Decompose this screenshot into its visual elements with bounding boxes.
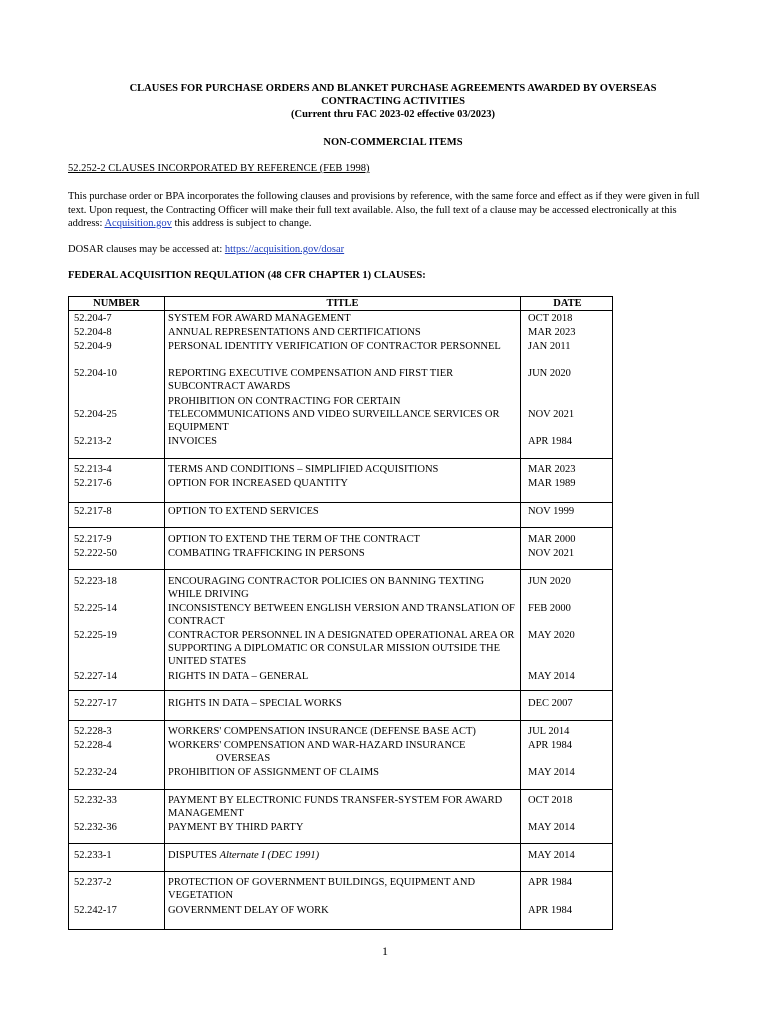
clause-date: JUN 2020 <box>528 368 571 379</box>
clause-title: ENCOURAGING CONTRACTOR POLICIES ON BANNING TEXTING WHILE DRIVING <box>168 576 485 600</box>
clause-number: 52.217-8 <box>74 506 112 517</box>
clause-number: 52.217-6 <box>74 478 112 489</box>
document-title <box>68 82 718 121</box>
dosar-prefix: DOSAR clauses may be accessed at: <box>68 244 225 255</box>
title-line-1: CLAUSES FOR PURCHASE ORDERS AND BLANKET PURCHASE AGREEMENTS AWARDED BY OVERSEAS <box>129 83 657 94</box>
clause-title: PROTECTION OF GOVERNMENT BUILDINGS, EQUIPMENT AND VEGETATION <box>168 877 476 901</box>
clause-title-line-2: OVERSEAS <box>216 753 271 764</box>
clause-title: COMBATING TRAFFICKING IN PERSONS <box>168 548 365 559</box>
clause-number: 52.232-33 <box>74 795 117 806</box>
clause-number: 52.228-3 <box>74 726 112 737</box>
clause-number: 52.222-50 <box>74 548 117 559</box>
column-divider <box>520 297 521 929</box>
column-divider <box>164 297 165 929</box>
clause-date: MAY 2014 <box>528 822 575 833</box>
clause-date: JUL 2014 <box>528 726 570 737</box>
clause-title: PROHIBITION OF ASSIGNMENT OF CLAIMS <box>168 767 379 778</box>
clause-title: INVOICES <box>168 436 217 447</box>
clause-title: REPORTING EXECUTIVE COMPENSATION AND FIRST TIER SUBCONTRACT AWARDS <box>168 368 454 392</box>
clause-date: MAR 2023 <box>528 327 576 338</box>
clause-alternate-text: Alternate I (DEC 1991) <box>219 850 320 861</box>
header-date: DATE <box>553 298 582 309</box>
clause-date: MAY 2020 <box>528 630 575 641</box>
clause-number: 52.225-14 <box>74 603 117 614</box>
clause-title: OPTION TO EXTEND THE TERM OF THE CONTRACT <box>168 534 420 545</box>
clause-title-line-1: WORKERS' COMPENSATION AND WAR-HAZARD INSURANCE <box>168 740 466 751</box>
clause-number: 52.228-4 <box>74 740 112 751</box>
clause-date: MAY 2014 <box>528 767 575 778</box>
clause-date: APR 1984 <box>528 905 573 916</box>
clause-date: MAR 1989 <box>528 478 576 489</box>
clause-title: CONTRACTOR PERSONNEL IN A DESIGNATED OPERATIONAL AREA OR SUPPORTING A DIPLOMATIC OR CONSULAR MISSION OUTSIDE THE UNITED STATES <box>168 630 515 667</box>
clause-date: JUN 2020 <box>528 576 571 587</box>
clause-number: 52.227-17 <box>74 698 117 709</box>
clause-date: MAR 2000 <box>528 534 576 545</box>
clause-title: TERMS AND CONDITIONS – SIMPLIFIED ACQUISITIONS <box>168 464 439 475</box>
clause-number: 52.204-9 <box>74 341 112 352</box>
header-title: TITLE <box>326 298 359 309</box>
row-rule <box>69 690 612 691</box>
clause-date: APR 1984 <box>528 436 573 447</box>
clause-date: NOV 2021 <box>528 548 575 559</box>
dosar-line <box>68 244 344 255</box>
clauses-table <box>68 296 613 930</box>
clause-date: MAY 2014 <box>528 850 575 861</box>
clause-number: 52.223-18 <box>74 576 117 587</box>
clause-date: FEB 2000 <box>528 603 571 614</box>
clause-number: 52.237-2 <box>74 877 112 888</box>
clause-title: OPTION FOR INCREASED QUANTITY <box>168 478 348 489</box>
row-rule <box>69 569 612 570</box>
clause-date: JAN 2011 <box>528 341 571 352</box>
row-rule <box>69 789 612 790</box>
clause-number: 52.242-17 <box>74 905 117 916</box>
clause-date: OCT 2018 <box>528 313 573 324</box>
clause-number: 52.232-24 <box>74 767 117 778</box>
clause-number: 52.217-9 <box>74 534 112 545</box>
paragraph-text-after: this address is subject to change. <box>171 218 312 229</box>
clause-title: PERSONAL IDENTITY VERIFICATION OF CONTRACTOR PERSONNEL <box>168 341 501 352</box>
clause-number: 52.233-1 <box>74 850 112 861</box>
title-line-2: CONTRACTING ACTIVITIES <box>321 96 465 107</box>
clause-title: PROHIBITION ON CONTRACTING FOR CERTAIN TELECOMMUNICATIONS AND VIDEO SURVEILLANCE SERVICES OR EQUIPMENT <box>168 396 500 433</box>
clause-title <box>168 849 518 862</box>
clause-title: INCONSISTENCY BETWEEN ENGLISH VERSION AND TRANSLATION OF CONTRACT <box>168 603 515 627</box>
acquisition-gov-link[interactable]: Acquisition.gov <box>104 218 172 229</box>
clause-number: 52.213-2 <box>74 436 112 447</box>
clause-title: WORKERS' COMPENSATION INSURANCE (DEFENSE BASE ACT) <box>168 726 476 737</box>
clause-date: MAR 2023 <box>528 464 576 475</box>
clause-title: ANNUAL REPRESENTATIONS AND CERTIFICATIONS <box>168 327 421 338</box>
clause-title <box>168 739 518 765</box>
clause-title: SYSTEM FOR AWARD MANAGEMENT <box>168 313 351 324</box>
row-rule <box>69 871 612 872</box>
clause-date: APR 1984 <box>528 740 573 751</box>
clause-date: NOV 1999 <box>528 506 575 517</box>
clause-date: MAY 2014 <box>528 671 575 682</box>
far-heading: FEDERAL ACQUISITION REQULATION (48 CFR CHAPTER 1) CLAUSES: <box>68 270 426 281</box>
clause-number: 52.232-36 <box>74 822 117 833</box>
header-rule <box>69 310 612 311</box>
row-rule <box>69 720 612 721</box>
clause-number: 52.204-25 <box>74 409 117 420</box>
clause-title: RIGHTS IN DATA – SPECIAL WORKS <box>168 698 342 709</box>
clause-date: APR 1984 <box>528 877 573 888</box>
clause-title: PAYMENT BY ELECTRONIC FUNDS TRANSFER-SYSTEM FOR AWARD MANAGEMENT <box>168 795 503 819</box>
page-number: 1 <box>382 944 388 958</box>
row-rule <box>69 843 612 844</box>
clause-heading: 52.252-2 CLAUSES INCORPORATED BY REFERENCE (FEB 1998) <box>68 163 370 174</box>
clause-number: 52.204-8 <box>74 327 112 338</box>
row-rule <box>69 502 612 503</box>
clause-date: NOV 2021 <box>528 409 575 420</box>
clause-title: GOVERNMENT DELAY OF WORK <box>168 905 329 916</box>
clause-number: 52.213-4 <box>74 464 112 475</box>
title-line-3: (Current thru FAC 2023-02 effective 03/2023) <box>290 109 496 120</box>
clause-date: DEC 2007 <box>528 698 573 709</box>
row-rule <box>69 527 612 528</box>
header-number: NUMBER <box>93 298 140 309</box>
clause-number: 52.227-14 <box>74 671 117 682</box>
clause-number: 52.204-7 <box>74 313 112 324</box>
clause-number: 52.225-19 <box>74 630 117 641</box>
section-subtitle: NON-COMMERCIAL ITEMS <box>323 137 463 148</box>
paragraph-text-before: This purchase order or BPA incorporates the following clauses and provisions by reference, with the same force and effect as if they were given in full text. Upon request, the Contracting Officer will make their full text available. Also, the full text of a clause may be accessed electronically at this address: <box>68 191 700 229</box>
clause-date: OCT 2018 <box>528 795 573 806</box>
incorporation-paragraph <box>68 190 708 231</box>
row-rule <box>69 458 612 459</box>
dosar-link[interactable]: https://acquisition.gov/dosar <box>224 244 345 255</box>
clause-title: RIGHTS IN DATA – GENERAL <box>168 671 309 682</box>
clause-number: 52.204-10 <box>74 368 117 379</box>
clause-title: OPTION TO EXTEND SERVICES <box>168 506 319 517</box>
clause-title-text: DISPUTES <box>168 850 220 861</box>
clause-title: PAYMENT BY THIRD PARTY <box>168 822 304 833</box>
